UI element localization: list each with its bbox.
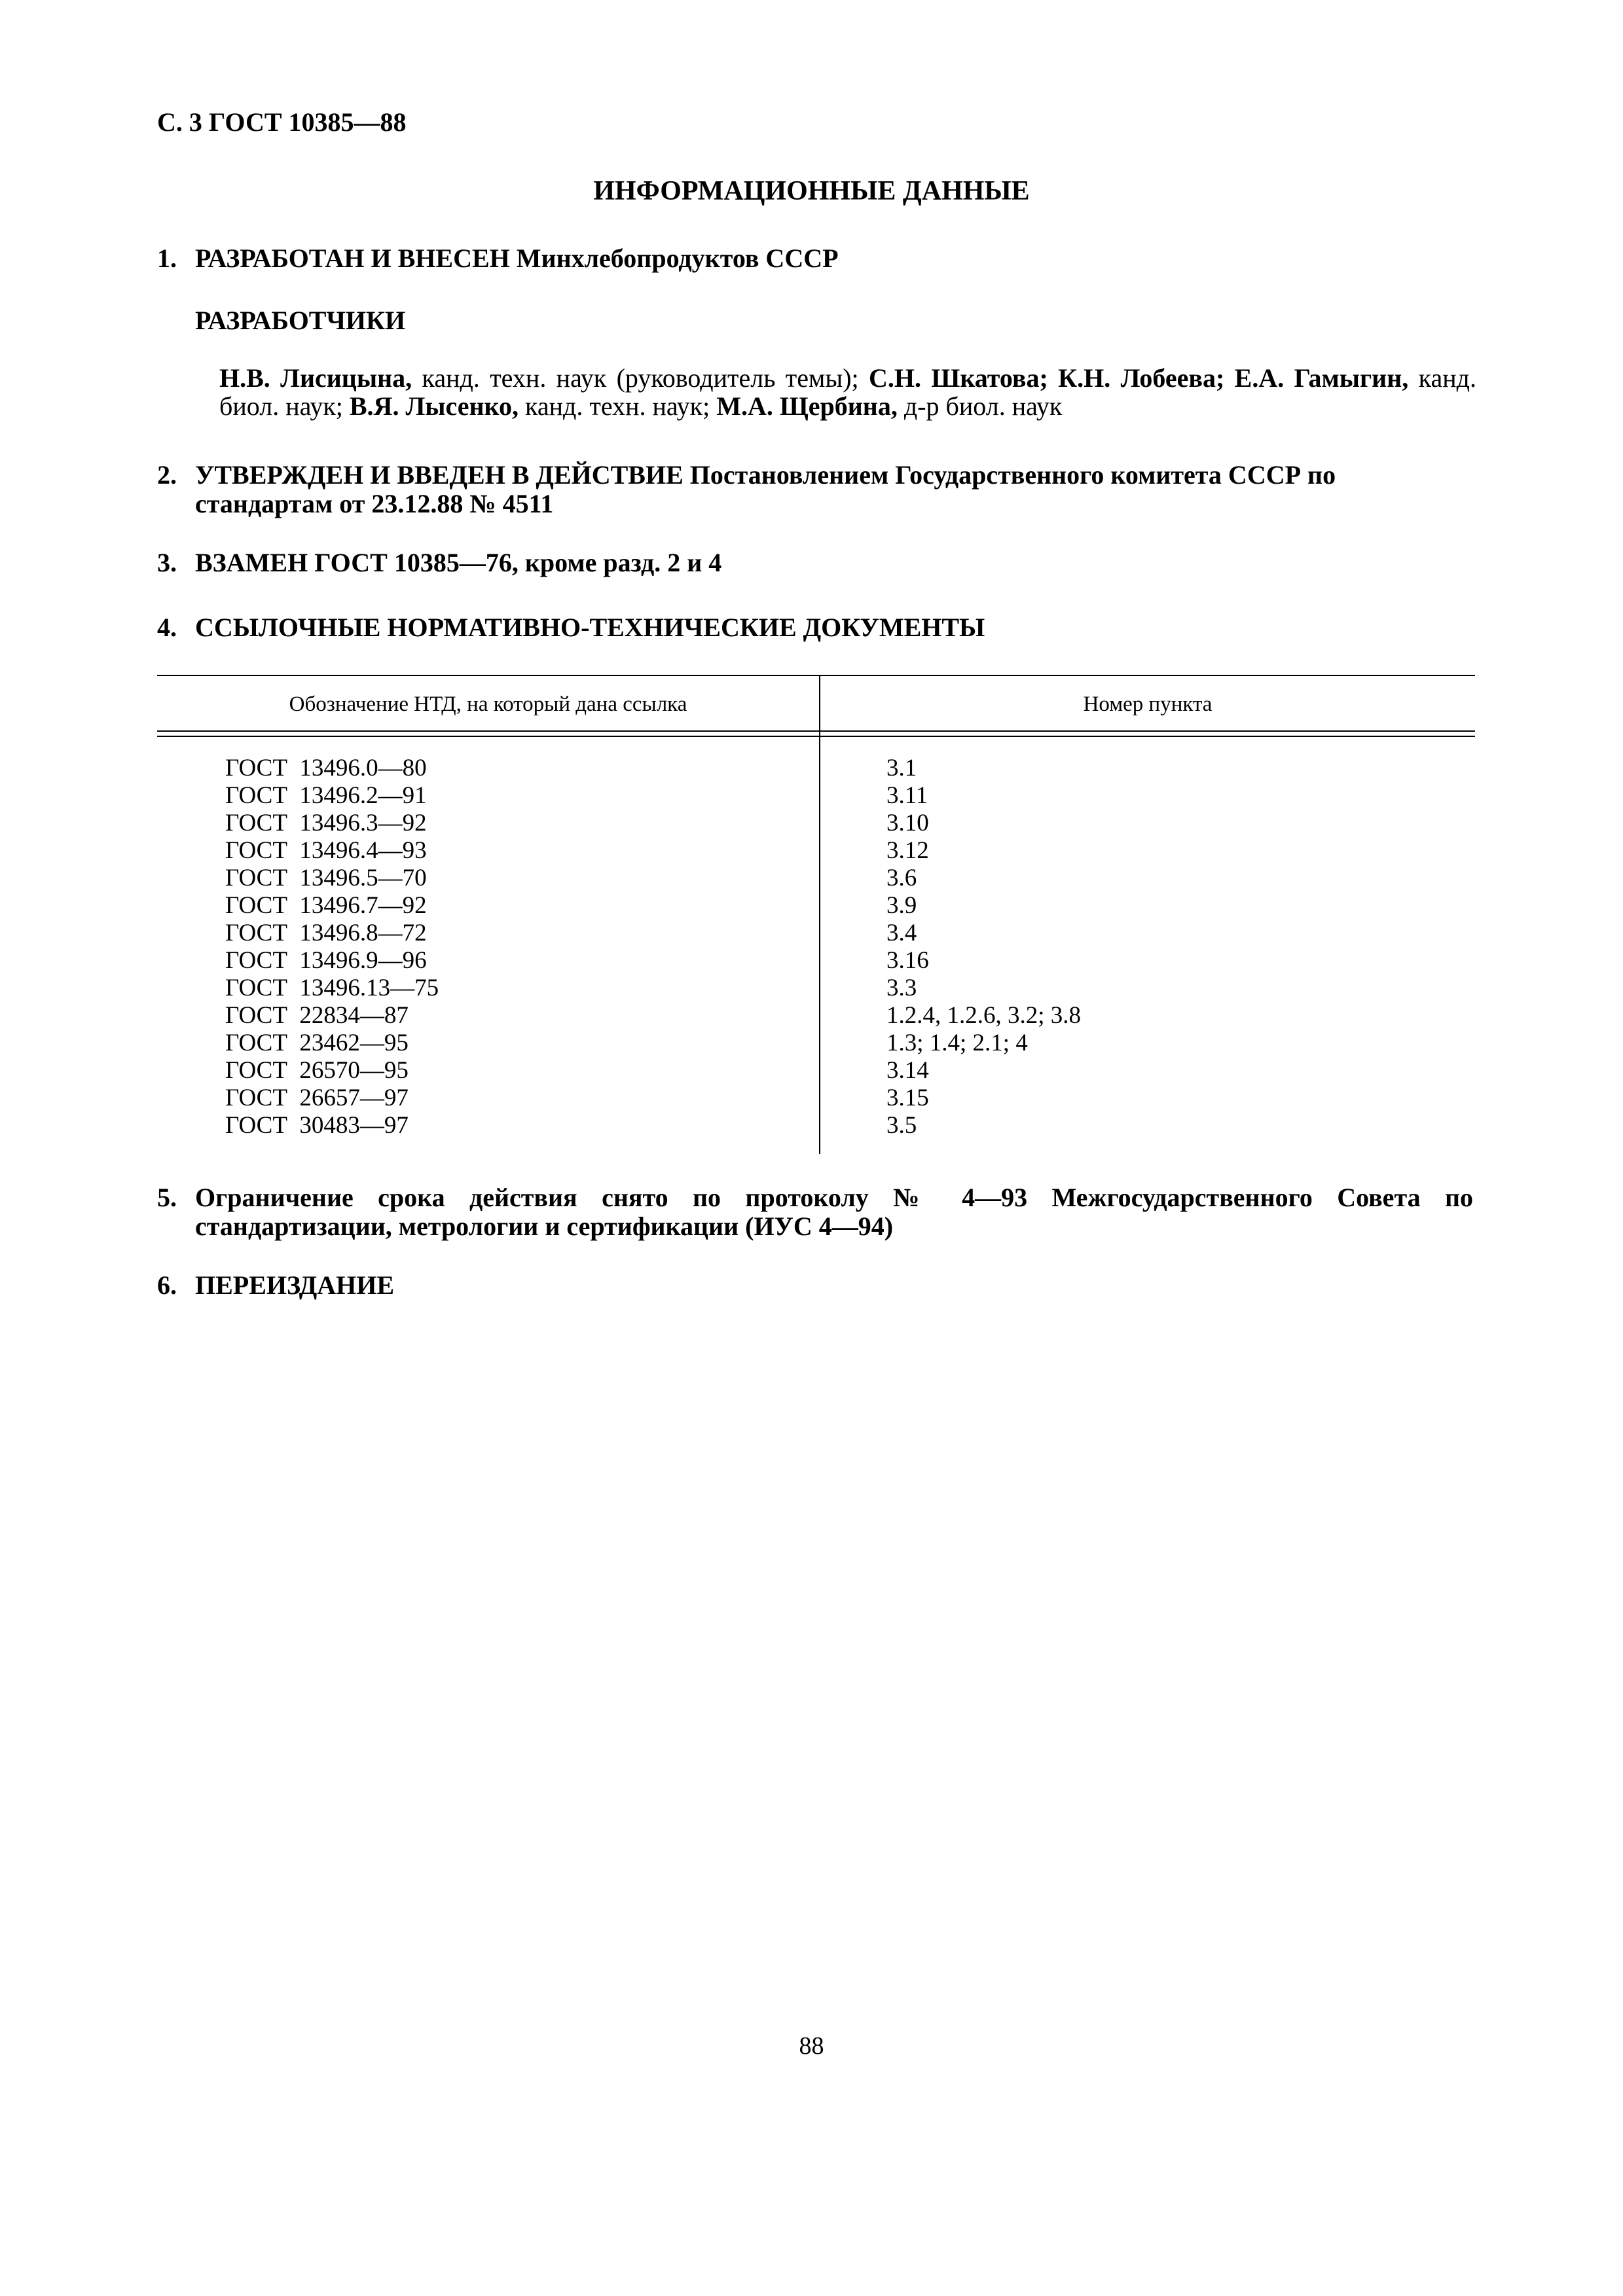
item-1-number: 1. <box>157 243 177 273</box>
item-4-number: 4. <box>157 613 177 642</box>
item-3-lead: ВЗАМЕН ГОСТ 10385—76, <box>195 548 519 577</box>
author-name: М.А. Щербина, <box>716 391 898 421</box>
item-2-lead: УТВЕРЖДЕН И ВВЕДЕН В ДЕЙСТВИЕ <box>195 460 684 490</box>
table-top-rule <box>157 675 1475 676</box>
table-cell-document: ГОСТ 26657—97 <box>225 1085 409 1111</box>
author-title: канд. биол. наук; <box>219 363 1476 421</box>
table-cell-document: ГОСТ 13496.5—70 <box>225 865 427 891</box>
table-cell-clause: 3.16 <box>886 947 929 974</box>
item-3-text: кроме разд. 2 и 4 <box>524 548 722 577</box>
author-name: Н.В. Лисицына, <box>219 363 412 393</box>
item-2 <box>157 461 1473 518</box>
author-title: канд. техн. наук (руководитель темы); <box>412 363 869 393</box>
table-cell-clause: 3.6 <box>886 865 917 891</box>
table-cell-document: ГОСТ 13496.9—96 <box>225 947 427 974</box>
item-4 <box>157 613 1473 642</box>
item-6-lead: ПЕРЕИЗДАНИЕ <box>195 1270 395 1300</box>
item-4-lead: ССЫЛОЧНЫЕ НОРМАТИВНО-ТЕХНИЧЕСКИЕ ДОКУМЕНТЫ <box>195 613 985 642</box>
table-cell-clause: 3.4 <box>886 920 917 946</box>
table-header-rule-double <box>157 736 1475 737</box>
table-cell-clause: 3.14 <box>886 1057 929 1084</box>
author-name: В.Я. Лысенко, <box>349 391 519 421</box>
table-cell-clause: 3.12 <box>886 837 929 864</box>
item-1-text: Минхлебопродуктов СССР <box>516 243 839 273</box>
item-1-lead: РАЗРАБОТАН И ВНЕСЕН <box>195 243 510 273</box>
page-number: 88 <box>799 2032 824 2060</box>
table-cell-document: ГОСТ 26570—95 <box>225 1057 409 1084</box>
table-cell-clause: 3.9 <box>886 892 917 919</box>
table-column-clauses <box>886 755 1081 1139</box>
table-cell-clause: 3.10 <box>886 810 929 836</box>
table-header-document: Обозначение НТД, на который дана ссылка <box>289 692 687 716</box>
table-cell-document: ГОСТ 13496.8—72 <box>225 920 427 946</box>
developers-list <box>219 364 1476 420</box>
item-6-number: 6. <box>157 1270 177 1300</box>
table-header-clause: Номер пункта <box>1083 692 1213 716</box>
table-cell-document: ГОСТ 30483—97 <box>225 1112 409 1139</box>
table-cell-clause: 3.5 <box>886 1112 917 1139</box>
page-title: ИНФОРМАЦИОННЫЕ ДАННЫЕ <box>593 176 1030 206</box>
table-column-divider <box>819 675 820 1154</box>
item-5-number: 5. <box>157 1183 177 1212</box>
table-cell-document: ГОСТ 13496.7—92 <box>225 892 427 919</box>
item-3 <box>157 548 1473 577</box>
table-cell-document: ГОСТ 13496.4—93 <box>225 837 427 864</box>
item-5 <box>157 1183 1473 1241</box>
table-cell-clause: 1.2.4, 1.2.6, 3.2; 3.8 <box>886 1002 1082 1029</box>
page-header: С. 3 ГОСТ 10385—88 <box>157 107 407 137</box>
table-header-rule <box>157 730 1475 732</box>
item-5-text: Ограничение срока действия снято по протоколу № 4—93 Межгосударственного Совета по стандартизации, метрологии и сертификации (ИУС 4—94) <box>195 1183 1473 1241</box>
item-6 <box>157 1271 1473 1300</box>
item-1 <box>157 244 1473 273</box>
table-cell-document: ГОСТ 22834—87 <box>225 1002 409 1029</box>
item-2-text: Постановлением Государственного комитета СССР по стандартам от 23.12.88 № 4511 <box>195 460 1336 518</box>
table-cell-clause: 3.1 <box>886 755 917 781</box>
table-cell-document: ГОСТ 13496.2—91 <box>225 782 427 809</box>
author-title: д-р биол. наук <box>897 391 1063 421</box>
table-cell-document: ГОСТ 23462—95 <box>225 1030 409 1056</box>
table-cell-clause: 3.15 <box>886 1085 929 1111</box>
table-cell-document: ГОСТ 13496.3—92 <box>225 810 427 836</box>
table-cell-clause: 3.11 <box>886 782 928 809</box>
table-cell-clause: 3.3 <box>886 975 917 1001</box>
developers-heading: РАЗРАБОТЧИКИ <box>195 306 406 335</box>
author-title: канд. техн. наук; <box>519 391 717 421</box>
item-2-number: 2. <box>157 460 177 490</box>
table-cell-clause: 1.3; 1.4; 2.1; 4 <box>886 1030 1028 1056</box>
table-column-documents <box>225 755 439 1139</box>
author-name: С.Н. Шкатова; К.Н. Лобеева; Е.А. Гамыгин, <box>869 363 1409 393</box>
table-cell-document: ГОСТ 13496.13—75 <box>225 975 439 1001</box>
table-cell-document: ГОСТ 13496.0—80 <box>225 755 427 781</box>
item-3-number: 3. <box>157 548 177 577</box>
